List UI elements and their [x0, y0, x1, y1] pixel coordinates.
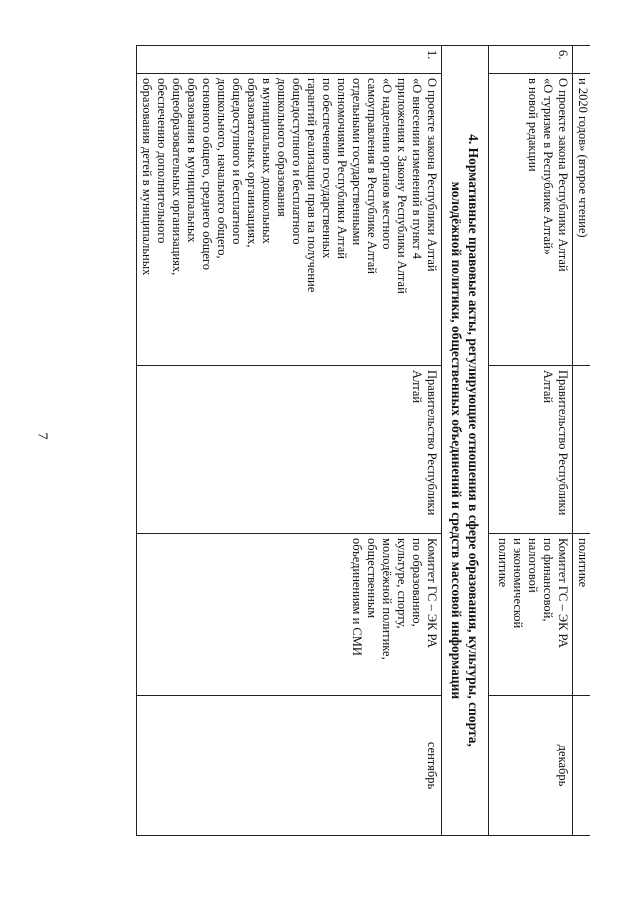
act-title-line: «О туризме в Республике Алтай»	[541, 78, 555, 256]
committee-line: налоговой	[526, 538, 540, 593]
act-title-line: приложения к Закону Республики Алтай	[395, 78, 409, 294]
committee-line: объединениям и СМИ	[350, 538, 364, 656]
deadline: декабрь	[489, 696, 573, 836]
act-title-line: образования в муниципальных	[185, 78, 199, 243]
act-title-line: дошкольного образования	[275, 78, 289, 217]
section-heading-line: 4. Нормативные правовые акты, регулирующие отношения в сфере образования, культуры, спорта,	[466, 134, 481, 747]
act-title-line: в новой редакции	[526, 78, 540, 172]
legislation-plan-table	[136, 45, 590, 836]
act-title-line: общеобразовательных организациях,	[170, 78, 184, 276]
committee-line: общественным	[365, 538, 379, 619]
table-cell	[573, 696, 591, 836]
committee-line: по образованию,	[410, 538, 424, 627]
act-title	[489, 74, 573, 366]
page-number: 7	[34, 432, 50, 440]
document-sheet	[65, 45, 590, 835]
act-title-line: по обеспечению государственных	[320, 78, 334, 259]
act-title-line: образования детей в муниципальных	[140, 78, 154, 276]
act-title-line: гарантий реализации прав на получение	[305, 78, 319, 293]
committee-line: Комитет ГС – ЭК РА	[425, 538, 439, 648]
table-cell: политике	[573, 534, 591, 696]
act-title-line: дошкольного, начального общего,	[215, 78, 229, 259]
act-title-line: О проекте закона Республики Алтай	[556, 78, 570, 272]
table-row	[489, 46, 573, 836]
act-title-line: «О внесении изменений в пункт 4	[410, 78, 424, 260]
act-title-line: самоуправления в Республике Алтай	[365, 78, 379, 274]
act-title-line: основного общего, среднего общего	[200, 78, 214, 270]
act-title-line: в муниципальных дошкольных	[260, 78, 274, 244]
responsible-body: Правительство Республики Алтай	[489, 366, 573, 534]
act-title-line: общедоступного и бесплатного	[230, 78, 244, 245]
act-title-line: образовательных организациях,	[245, 78, 259, 248]
section-heading	[442, 46, 489, 836]
act-title	[137, 74, 442, 366]
table-row	[137, 46, 442, 836]
act-title-line: общедоступного и бесплатного	[290, 78, 304, 245]
committee-line: политике	[496, 538, 510, 588]
act-title-line: обеспечению дополнительного	[155, 78, 169, 244]
committee-line: культуре, спорту,	[395, 538, 409, 629]
act-title-line: отдельными государственными	[350, 78, 364, 246]
section-heading-line: молодёжной политики, общественных объединений и средств массовой информации	[449, 181, 464, 700]
act-title-line: «О наделении органов местного	[380, 78, 394, 250]
table-cell: и 2020 годов» (второе чтение)	[573, 74, 591, 366]
table-row	[573, 46, 591, 836]
responsible-body: Правительство Республики Алтай	[137, 366, 442, 534]
committee-line: и экономической	[511, 538, 525, 629]
committee	[489, 534, 573, 696]
act-title-line: полномочиями Республики Алтай	[335, 78, 349, 259]
table-cell	[573, 46, 591, 74]
row-number: 6.	[489, 46, 573, 74]
deadline: сентябрь	[137, 696, 442, 836]
committee-line: молодёжной политике,	[380, 538, 394, 660]
act-title-line: О проекте закона Республики Алтай	[425, 78, 439, 272]
section-heading-row	[442, 46, 489, 836]
row-number: 1.	[137, 46, 442, 74]
committee-line: Комитет ГС – ЭК РА	[556, 538, 570, 648]
table-cell	[573, 366, 591, 534]
committee-line: по финансовой,	[541, 538, 555, 622]
committee	[137, 534, 442, 696]
